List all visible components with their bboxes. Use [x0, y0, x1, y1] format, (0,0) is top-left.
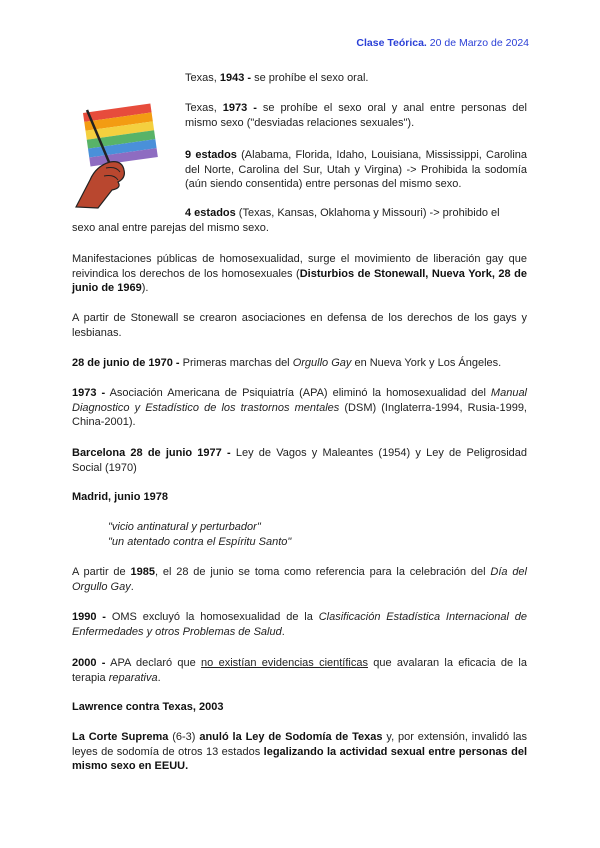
- oms-1990-paragraph: [72, 610, 527, 639]
- lawrence-paragraph: [72, 730, 527, 774]
- texas-1943-year: 1943 -: [219, 72, 252, 84]
- four-states-label: 4 estados: [185, 207, 236, 219]
- lawrence-outcome: legalizando la actividad sexual entre personas del mismo sexo en EEUU.: [72, 745, 528, 772]
- header-date: 20 de Marzo de 2024: [426, 37, 529, 49]
- apa-1973-text: Asociación Americana de Psiquiatría (APA) eliminó la homosexualidad del: [105, 387, 491, 399]
- nine-states-text: (Alabama, Florida, Idaho, Louisiana, Mississippi, Carolina del Norte, Carolina del Sur, Utah y Virgina) -> Prohibida la sodomía (aún siendo consentida) entre personas del mismo sexo.: [185, 149, 528, 190]
- texas-1973-year: 1973 -: [222, 102, 257, 114]
- header-title: Clase Teórica.: [356, 37, 427, 49]
- lawrence-text: y, por extensión, invalidó las leyes de sodomía de otros 13 estados: [72, 731, 528, 758]
- lawrence-heading: Lawrence contra Texas, 2003: [72, 701, 224, 713]
- texas-1973-paragraph: [185, 101, 527, 130]
- nine-states-label: 9 estados: [185, 149, 237, 161]
- madrid-quote-1: "vicio antinatural y perturbador": [108, 521, 261, 533]
- marches-1970-paragraph: [72, 356, 527, 371]
- apa-2000-text-2: que avalaran la eficacia de la terapia: [72, 657, 527, 684]
- texas-1943-paragraph: [185, 71, 527, 86]
- barcelona-1977-date: Barcelona 28 de junio 1977 -: [72, 447, 231, 459]
- madrid-1978-heading: Madrid, junio 1978: [72, 491, 168, 503]
- apa-1973-manual: Manual Diagnostico y Estadístico de los trastornos mentales: [72, 387, 527, 414]
- four-states-paragraph: [185, 206, 527, 221]
- oms-1990-text: OMS excluyó la homosexualidad de la: [105, 611, 319, 623]
- pride-1985-year: 1985: [130, 566, 155, 578]
- stonewall-end: ).: [141, 282, 149, 294]
- apa-2000-paragraph: [72, 656, 527, 685]
- four-states-text: (Texas, Kansas, Oklahoma y Missouri) -> prohibido el: [235, 207, 500, 219]
- stonewall-event: Disturbios de Stonewall, Nueva York, 28 de junio de 1969: [72, 267, 527, 294]
- lawrence-court: La Corte Suprema: [72, 731, 169, 743]
- oms-1990-year: 1990 -: [72, 611, 106, 623]
- associations-paragraph: A partir de Stonewall se crearon asociaciones en defensa de los derechos de los gays y lesbianas.: [72, 312, 527, 339]
- texas-1943-prefix: Texas,: [185, 72, 220, 84]
- pride-1985-paragraph: [72, 565, 527, 594]
- marches-1970-text-end: en Nueva York y Los Ángeles.: [351, 357, 502, 369]
- stonewall-text: Manifestaciones públicas de homosexualidad, surge el movimiento de liberación gay que reivindica los derechos de los homosexuales (: [72, 253, 527, 280]
- document-header: [356, 36, 529, 51]
- pride-1985-italic: Día del Orgullo Gay: [72, 566, 527, 593]
- apa-1973-paragraph: [72, 386, 527, 430]
- lawrence-vote: (6-3): [168, 731, 200, 743]
- lawrence-ruling: anuló la Ley de Sodomía de Texas: [199, 731, 383, 743]
- marches-1970-text: Primeras marchas del: [179, 357, 293, 369]
- madrid-quote-2: "un atentado contra el Espíritu Santo": [108, 536, 292, 548]
- apa-2000-year: 2000 -: [72, 657, 106, 669]
- apa-1973-year: 1973 -: [72, 387, 106, 399]
- oms-1990-classification: Clasificación Estadística Internacional de Enfermedades y otros Problemas de Salud: [72, 611, 527, 638]
- texas-1943-text: se prohíbe el sexo oral.: [251, 72, 369, 84]
- marches-1970-italic: Orgullo Gay: [292, 357, 352, 369]
- marches-1970-date: 28 de junio de 1970 -: [72, 357, 180, 369]
- texas-1973-text: se prohíbe el sexo oral y anal entre personas del mismo sexo ("desviadas relaciones sexuales").: [185, 102, 527, 129]
- apa-1973-text-end: (DSM) (Inglaterra-1994, Rusia-1999, China-2001).: [72, 401, 527, 428]
- four-states-continuation: sexo anal entre parejas del mismo sexo.: [72, 222, 269, 234]
- texas-1973-prefix: Texas,: [185, 102, 223, 114]
- pride-1985-end: .: [130, 580, 134, 593]
- oms-1990-end: .: [281, 625, 285, 638]
- apa-2000-end: .: [157, 671, 161, 684]
- apa-2000-text: APA declaró que: [105, 657, 202, 669]
- barcelona-1977-text: Ley de Vagos y Maleantes (1954) y Ley de Peligrosidad Social (1970): [72, 447, 527, 474]
- stonewall-paragraph: [72, 252, 527, 296]
- apa-2000-underlined: no existían evidencias científicas: [201, 657, 368, 669]
- pride-1985-text: A partir de: [72, 566, 131, 578]
- barcelona-1977-paragraph: [72, 446, 527, 475]
- pride-flag-hand-illustration: [72, 82, 168, 212]
- apa-2000-italic: reparativa: [108, 671, 158, 684]
- pride-1985-text-2: , el 28 de junio se toma como referencia para la celebración del: [154, 566, 491, 578]
- nine-states-paragraph: [185, 148, 527, 192]
